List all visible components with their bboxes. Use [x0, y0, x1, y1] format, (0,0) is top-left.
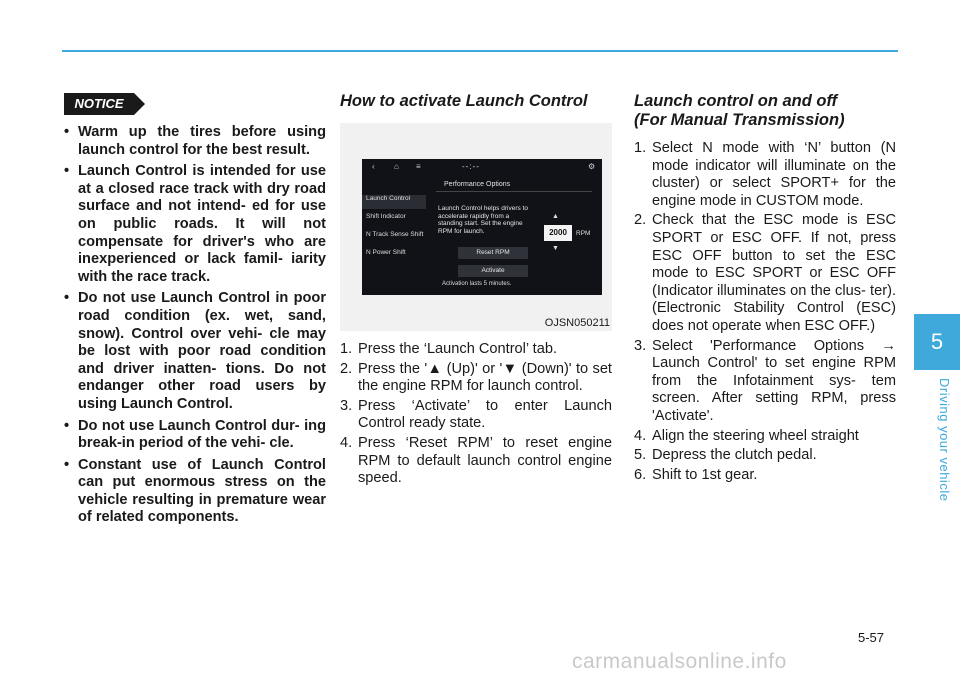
step-item: 4. Press ‘Reset RPM’ to reset engine RPM to default launch control engine speed.: [340, 434, 612, 487]
step-item: 5. Depress the clutch pedal.: [634, 447, 817, 464]
rpm-down-icon: ▼: [552, 245, 559, 252]
gear-icon: ⚙: [588, 162, 596, 171]
onoff-title-line2: (For Manual Transmission): [634, 111, 845, 129]
notice-item: • Do not use Launch Control in poor road condition (ex. wet, sand, snow). Control over vehi- cle may be lost with poor road condition and driver inatten- tions. Do not endanger other road users by using Launch Control.: [64, 290, 326, 413]
notice-item: • Constant use of Launch Control can put enormous stress on the vehicle resulting in premature wear of related components.: [64, 457, 326, 527]
screen-clock: --:--: [462, 162, 480, 171]
back-icon: ‹: [372, 162, 375, 171]
reset-rpm-button: Reset RPM: [458, 247, 528, 259]
notice-badge: NOTICE: [64, 93, 134, 115]
step-item: 3. Select 'Performance Options → Launch Control' to set engine RPM from the Infotainment sys- tem screen. After setting RPM, press 'Activate'.: [634, 337, 896, 424]
onoff-title: [634, 92, 896, 130]
notice-item: • Launch Control is intended for use at a closed race track with dry road surface and not intend- ed for use on public roads. It will not compensate for driver's who are inexperienced or lack famil- iarity with the race track.: [64, 163, 326, 286]
menu-icon: ≡: [416, 162, 421, 171]
step-item: 2. Press the '▲ (Up)' or '▼ (Down)' to set the engine RPM for launch control.: [340, 360, 612, 395]
sidebar-item-launch-control: Launch Control: [362, 195, 426, 209]
watermark: carmanualsonline.info: [572, 650, 787, 673]
rpm-unit: RPM: [576, 230, 591, 237]
onoff-column: [634, 92, 896, 486]
activate-button: Activate: [458, 265, 528, 277]
page-number: 5-57: [858, 630, 885, 645]
notice-list: [64, 124, 326, 527]
sidebar-item-n-power-shift: N Power Shift: [366, 249, 406, 256]
notice-item: • Warm up the tires before using launch control for the best result.: [64, 124, 326, 159]
activate-title: How to activate Launch Control: [340, 92, 588, 110]
screen-description: Launch Control helps drivers to accelerate rapidly from a standing start. Set the engine RPM for launch.: [438, 205, 528, 235]
onoff-title-line1: Launch control on and off: [634, 92, 838, 110]
step-item: 1. Press the ‘Launch Control’ tab.: [340, 341, 558, 357]
infotainment-screen: [362, 159, 602, 295]
notice-item: • Do not use Launch Control dur- ing break-in period of the vehi- cle.: [64, 418, 326, 453]
top-rule: [62, 50, 898, 52]
chapter-title: Driving your vehicle: [937, 378, 952, 502]
screen-sidebar: [362, 195, 426, 267]
onoff-steps: [634, 140, 896, 484]
chapter-number-tab: 5: [914, 314, 960, 370]
step-item: 3. Press ‘Activate’ to enter Launch Control ready state.: [340, 397, 612, 432]
step-item: 4. Align the steering wheel straight: [634, 427, 859, 444]
screen-footnote: Activation lasts 5 minutes.: [442, 281, 512, 287]
image-code: OJSN050211: [544, 317, 610, 329]
home-icon: ⌂: [394, 162, 399, 171]
sidebar-item-shift-indicator: Shift Indicator: [366, 213, 406, 220]
screen-divider: [436, 191, 592, 192]
infotainment-figure: [340, 123, 612, 331]
step-item: 6. Shift to 1st gear.: [634, 466, 758, 483]
screen-header: Performance Options: [444, 181, 511, 188]
step-item: 1. Select N mode with ‘N’ button (N mode indicator will illuminate on the cluster) or select SPORT+ for the engine mode in CUSTOM mode.: [634, 140, 896, 209]
rpm-value: 2000: [544, 225, 572, 241]
activate-steps: [340, 341, 612, 488]
notice-column: [64, 124, 326, 531]
rpm-up-icon: ▲: [552, 213, 559, 220]
sidebar-item-n-track-sense-shift: N Track Sense Shift: [366, 231, 424, 238]
step-item: 2. Check that the ESC mode is ESC SPORT or ESC OFF. If not, press ESC OFF button to set the ESC mode to ESC SPORT or ESC OFF (Indicator illuminates on the clus- ter). (Electronic Stability Control (ESC) does not operate when ESC OFF.): [634, 212, 896, 334]
screen-topbar: [362, 159, 602, 175]
activate-column: [340, 92, 612, 490]
